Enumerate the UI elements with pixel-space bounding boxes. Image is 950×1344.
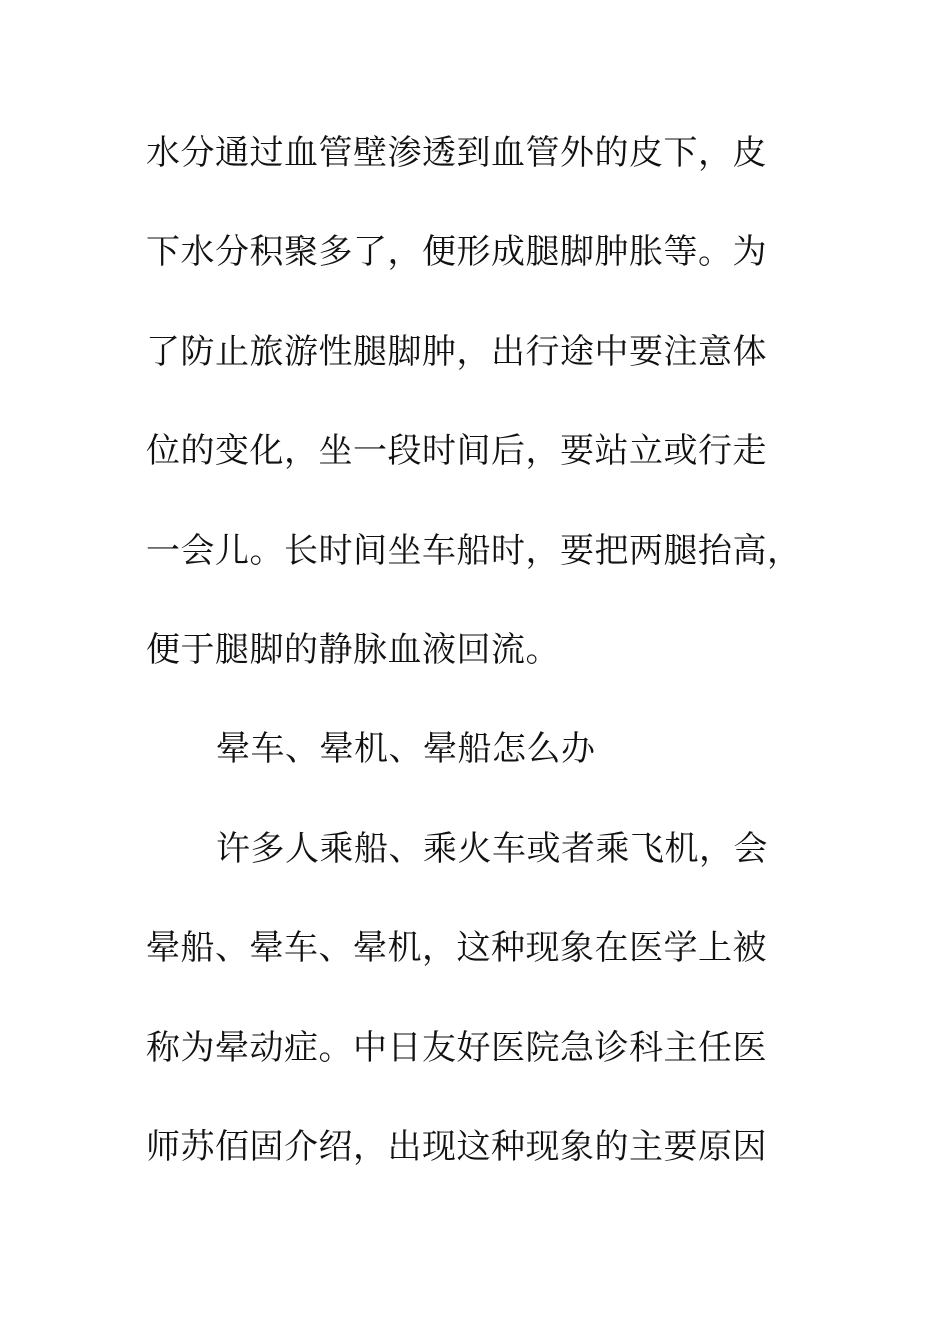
body-text-line: 下水分积聚多了，便形成腿脚肿胀等。为	[146, 232, 767, 272]
body-text-line: 晕船、晕车、晕机，这种现象在医学上被	[146, 928, 767, 968]
body-text-line: 了防止旅游性腿脚肿，出行途中要注意体	[146, 332, 767, 372]
body-text-line: 许多人乘船、乘火车或者乘飞机，会	[216, 829, 768, 869]
body-text-line: 一会儿。长时间坐车船时，要把两腿抬高，	[146, 531, 802, 571]
body-text-line: 水分通过血管壁渗透到血管外的皮下，皮	[146, 133, 767, 173]
body-text-line: 称为晕动症。中日友好医院急诊科主任医	[146, 1028, 767, 1068]
body-text-line: 位的变化，坐一段时间后，要站立或行走	[146, 431, 767, 471]
body-text-line: 便于腿脚的静脉血液回流。	[146, 630, 560, 670]
body-text-line: 师苏佰固介绍，出现这种现象的主要原因	[146, 1127, 767, 1167]
section-heading: 晕车、晕机、晕船怎么办	[216, 729, 596, 769]
